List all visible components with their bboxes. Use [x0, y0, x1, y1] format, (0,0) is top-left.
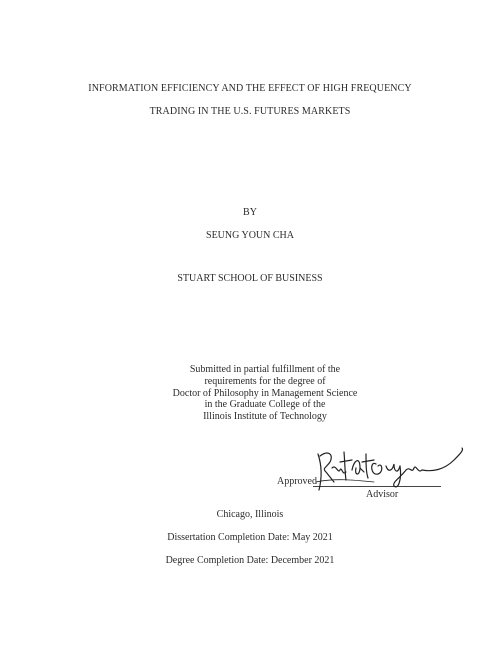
title-line-1: INFORMATION EFFICIENCY AND THE EFFECT OF HIGH FREQUENCY [88, 83, 412, 94]
submission-line-2: requirements for the degree of [204, 376, 326, 387]
degree-completion-date: Degree Completion Date: December 2021 [165, 555, 335, 566]
location: Chicago, Illinois [216, 509, 284, 520]
submission-line-4: in the Graduate College of the [204, 399, 326, 410]
author-name: SEUNG YOUN CHA [206, 230, 294, 241]
approved-label: Approved [277, 476, 317, 487]
advisor-label: Advisor [366, 489, 399, 500]
submission-line-3: Doctor of Philosophy in Management Science [172, 388, 358, 399]
school-name: STUART SCHOOL OF BUSINESS [177, 273, 323, 284]
submission-line-1: Submitted in partial fulfillment of the [189, 364, 341, 375]
title-line-2: TRADING IN THE U.S. FUTURES MARKETS [149, 106, 351, 117]
by-label: BY [243, 207, 257, 218]
dissertation-completion-date: Dissertation Completion Date: May 2021 [167, 532, 333, 543]
submission-line-5: Illinois Institute of Technology [203, 411, 327, 422]
